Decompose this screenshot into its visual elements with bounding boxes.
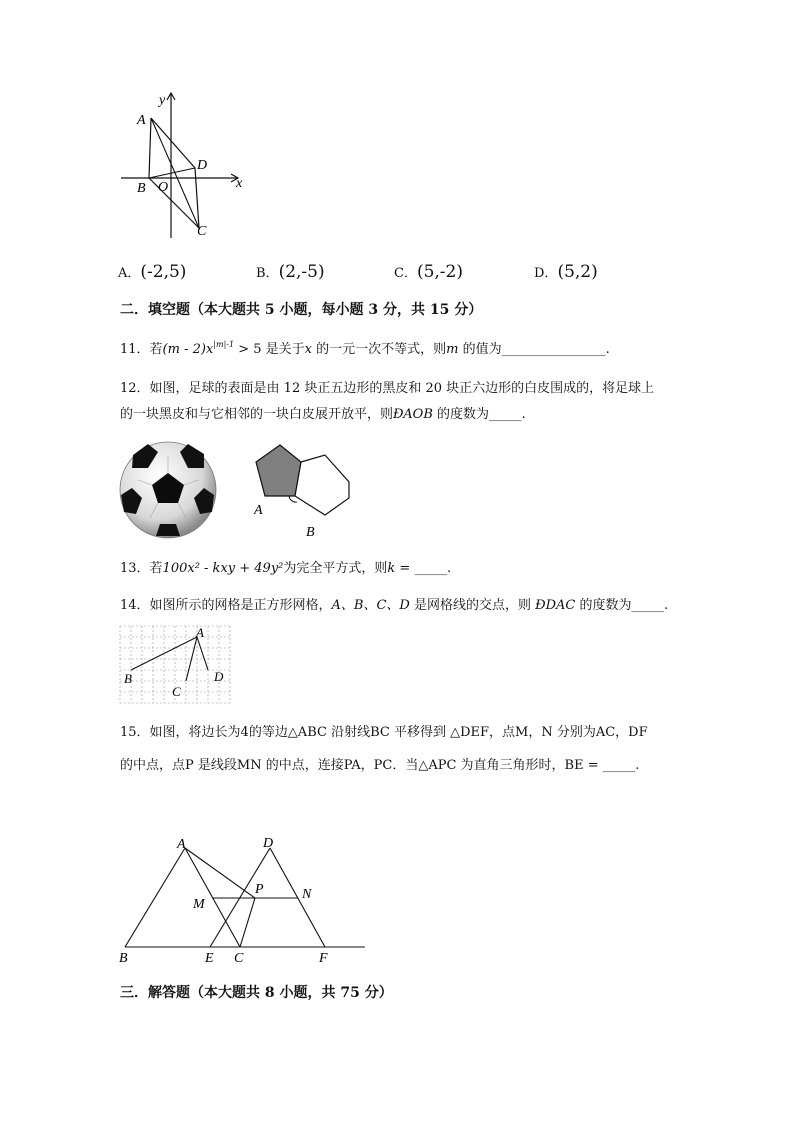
label-D: D — [214, 669, 224, 684]
label-A: A — [254, 503, 263, 518]
label-A: A — [137, 113, 146, 128]
section-3-heading: 三．解答题（本大题共 8 小题，共 75 分） — [120, 985, 393, 1001]
grid-figure — [118, 624, 234, 706]
label-B: B — [137, 181, 146, 196]
label-C: C — [172, 684, 181, 699]
question-12-line-2: 的一块黑皮和与它相邻的一块白皮展开放平，则ÐAOB 的度数为_____. — [120, 407, 526, 422]
label-C: C — [234, 951, 244, 966]
option-d: D．(5,2) — [534, 262, 598, 282]
label-C: C — [197, 224, 207, 239]
pentagon-hexagon-figure — [245, 442, 365, 542]
label-E: E — [205, 951, 214, 966]
label-y: y — [159, 93, 166, 108]
coordinate-figure — [115, 88, 255, 243]
option-b: B．(2,-5) — [256, 262, 325, 282]
question-13: 13．若100x² - kxy + 49y²为完全平方式，则k = _____. — [120, 561, 452, 576]
option-c: C．(5,-2) — [394, 262, 463, 282]
question-15-line-1: 15．如图，将边长为4的等边△ABC 沿射线BC 平移得到 △DEF，点M，N 分别为AC，DF — [120, 725, 648, 740]
label-M: M — [193, 897, 205, 912]
label-x: x — [236, 176, 243, 191]
question-11: 11．若$(m - 2)x^{|m|-1} > 5$ 是关于x 的一元一次不等式，则m 的值为________________. — [120, 340, 610, 357]
label-P: P — [255, 882, 264, 897]
soccer-ball-image — [118, 440, 218, 540]
label-B: B — [119, 951, 128, 966]
label-D: D — [263, 836, 274, 851]
label-F: F — [319, 951, 328, 966]
question-12-line-1: 12．如图，足球的表面是由 12 块正五边形的黑皮和 20 块正六边形的白皮围成的，将足球上 — [120, 381, 655, 396]
translated-triangle-figure — [115, 832, 375, 968]
label-A: A — [177, 837, 186, 852]
label-B: B — [124, 671, 132, 686]
option-a: A．(-2,5) — [118, 262, 187, 282]
label-O: O — [158, 180, 169, 195]
label-B: B — [306, 525, 315, 540]
label-A: A — [196, 625, 204, 640]
label-N: N — [302, 887, 312, 902]
question-14: 14．如图所示的网格是正方形网格，A、B、C、D 是网格线的交点，则 ÐDAC 的度数为_____. — [120, 598, 669, 613]
question-15-line-2: 的中点，点P 是线段MN 的中点，连接PA，PC．当△APC 为直角三角形时，BE = _____. — [120, 758, 640, 773]
label-D: D — [197, 158, 208, 173]
section-2-heading: 二．填空题（本大题共 5 小题，每小题 3 分，共 15 分） — [120, 302, 483, 318]
